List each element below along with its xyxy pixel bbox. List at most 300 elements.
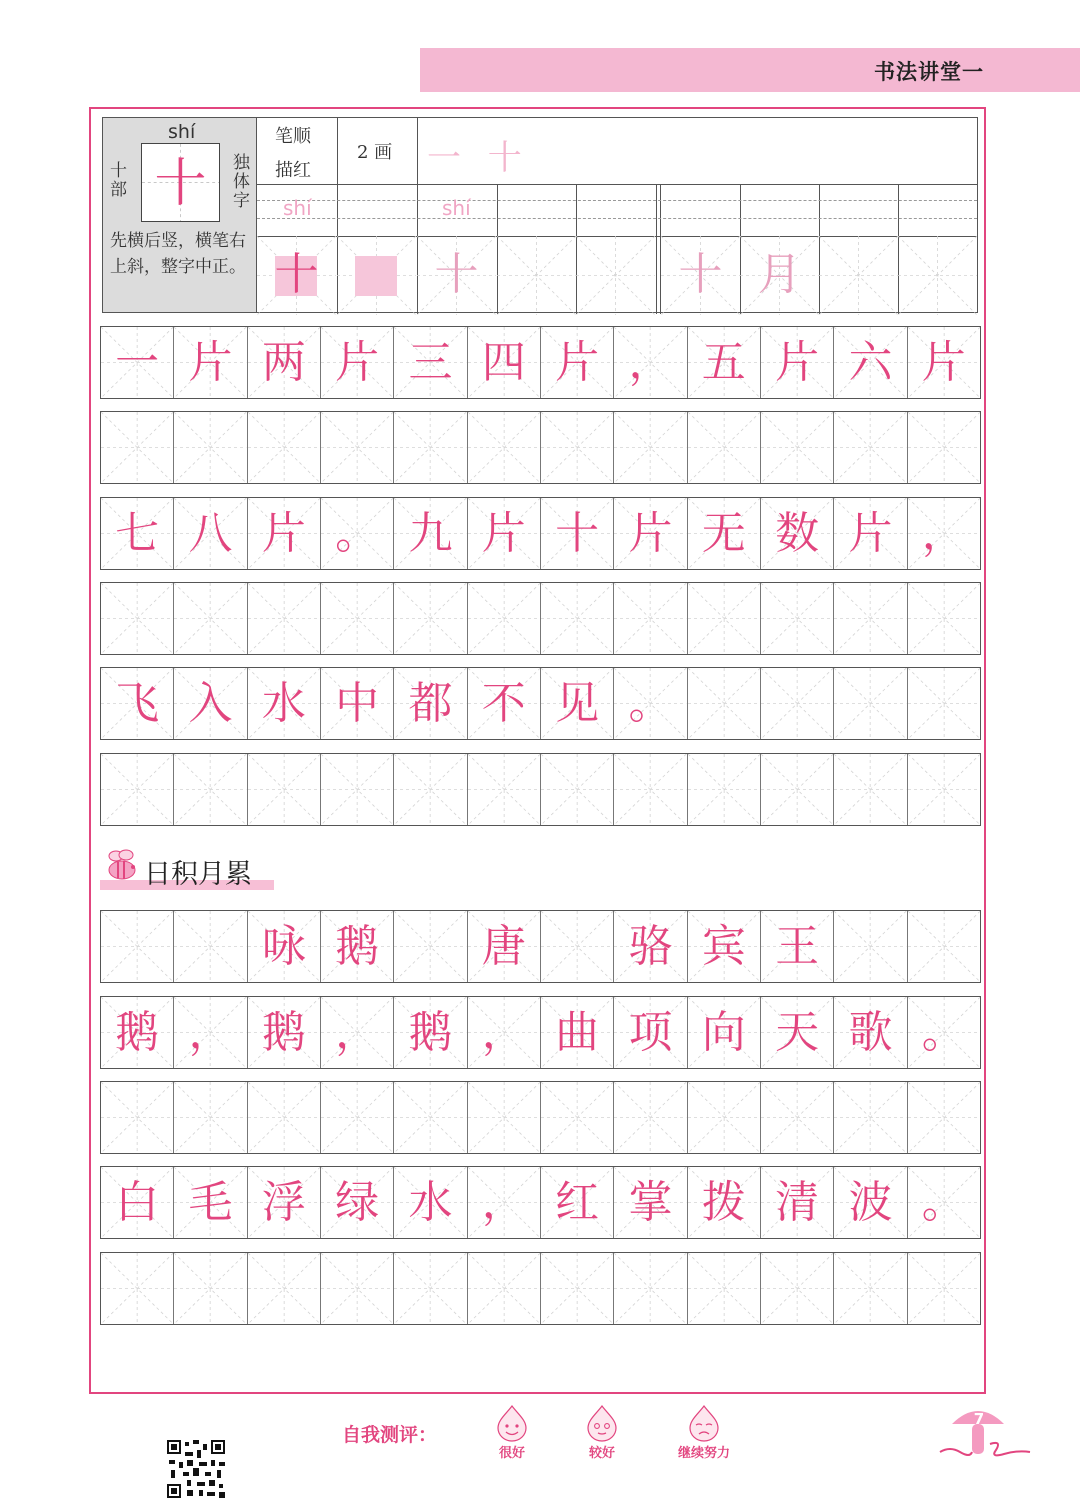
writing-cell[interactable] — [248, 997, 321, 1068]
writing-cell[interactable] — [541, 327, 614, 398]
cell-character — [174, 1253, 246, 1324]
cell-character: 项 — [628, 1007, 673, 1058]
practice-row — [100, 497, 981, 570]
cell-character — [834, 911, 906, 982]
cell-character — [101, 583, 173, 654]
cell-character — [541, 1253, 613, 1324]
cell-character: 。 — [921, 1007, 966, 1058]
writing-cell[interactable] — [541, 498, 614, 569]
practice-row — [100, 667, 981, 740]
writing-cell[interactable] — [908, 498, 980, 569]
qr-code-icon — [165, 1438, 227, 1500]
writing-cell[interactable] — [174, 754, 247, 825]
header-bar — [420, 48, 1080, 92]
cell-character — [394, 754, 466, 825]
cell-character: 天 — [775, 1007, 820, 1058]
cell-character — [394, 583, 466, 654]
cell-character: 都 — [408, 678, 453, 729]
writing-cell[interactable] — [174, 1082, 247, 1153]
cell-character: 绿 — [335, 1177, 380, 1228]
writing-cell[interactable] — [321, 997, 394, 1068]
writing-cell[interactable] — [614, 412, 687, 483]
cell-character: 片 — [775, 337, 820, 388]
writing-cell[interactable] — [174, 911, 247, 982]
rating-good[interactable] — [552, 1404, 652, 1461]
cell-character — [908, 412, 980, 483]
writing-cell[interactable] — [321, 583, 394, 654]
writing-cell[interactable] — [688, 1253, 761, 1324]
pinyin-trace-2: shí — [442, 196, 471, 220]
trace-cell[interactable] — [576, 236, 655, 314]
cell-character — [394, 1253, 466, 1324]
cell-character: 十 — [555, 508, 600, 559]
cell-character: 片 — [628, 508, 673, 559]
writing-cell[interactable] — [394, 1253, 467, 1324]
cell-character: ， — [481, 1177, 526, 1228]
writing-cell[interactable] — [101, 997, 174, 1068]
cell-character — [541, 412, 613, 483]
cell-character: 唐 — [481, 921, 526, 972]
writing-cell[interactable] — [834, 911, 907, 982]
writing-cell[interactable] — [761, 583, 834, 654]
writing-cell[interactable] — [101, 754, 174, 825]
writing-cell[interactable] — [834, 997, 907, 1068]
writing-cell[interactable] — [248, 1082, 321, 1153]
cell-character — [468, 1253, 540, 1324]
cell-character: ， — [335, 1007, 380, 1058]
writing-cell[interactable] — [834, 1253, 907, 1324]
cell-character — [321, 1082, 393, 1153]
cell-character — [248, 754, 320, 825]
writing-cell[interactable] — [761, 668, 834, 739]
writing-cell[interactable] — [541, 668, 614, 739]
writing-cell[interactable] — [541, 1253, 614, 1324]
trace-cell[interactable] — [740, 236, 819, 314]
cell-character: 鹅 — [115, 1007, 160, 1058]
writing-cell[interactable] — [834, 668, 907, 739]
writing-cell[interactable] — [761, 1167, 834, 1238]
writing-cell[interactable] — [394, 498, 467, 569]
cell-character — [688, 668, 760, 739]
cell-character: 片 — [481, 508, 526, 559]
cell-character: 水 — [261, 678, 306, 729]
writing-cell[interactable] — [174, 583, 247, 654]
cell-character — [174, 754, 246, 825]
cell-character — [468, 412, 540, 483]
cell-character: 骆 — [628, 921, 673, 972]
trace-cell[interactable] — [819, 236, 898, 314]
writing-cell[interactable] — [174, 412, 247, 483]
cell-character — [468, 754, 540, 825]
writing-cell[interactable] — [908, 327, 980, 398]
writing-cell[interactable] — [834, 327, 907, 398]
cell-character: 宾 — [701, 921, 746, 972]
cell-character: 鹅 — [335, 921, 380, 972]
writing-cell[interactable] — [468, 1082, 541, 1153]
writing-cell[interactable] — [394, 911, 467, 982]
writing-cell[interactable] — [614, 754, 687, 825]
stroke-order-sequence: 一 十 — [427, 138, 530, 178]
writing-cell[interactable] — [614, 498, 687, 569]
cell-character: 。 — [921, 1177, 966, 1228]
cell-character: 一 — [115, 337, 160, 388]
cell-character — [101, 754, 173, 825]
practice-row — [100, 1081, 981, 1154]
cell-character: 鹅 — [261, 1007, 306, 1058]
writing-cell[interactable] — [834, 754, 907, 825]
writing-cell[interactable] — [834, 1082, 907, 1153]
writing-cell[interactable] — [248, 498, 321, 569]
practice-row — [100, 753, 981, 826]
cell-character — [834, 1253, 906, 1324]
writing-cell[interactable] — [468, 583, 541, 654]
writing-cell[interactable] — [468, 668, 541, 739]
cell-character — [321, 583, 393, 654]
writing-cell[interactable] — [908, 1082, 980, 1153]
writing-cell[interactable] — [321, 668, 394, 739]
cell-character: 红 — [555, 1177, 600, 1228]
writing-cell[interactable] — [688, 412, 761, 483]
writing-cell[interactable] — [688, 1082, 761, 1153]
cell-character: ， — [921, 508, 966, 559]
writing-cell[interactable] — [688, 327, 761, 398]
writing-cell[interactable] — [101, 1167, 174, 1238]
practice-row — [100, 1252, 981, 1325]
writing-cell[interactable] — [908, 1167, 980, 1238]
writing-cell[interactable] — [688, 911, 761, 982]
writing-cell[interactable] — [468, 754, 541, 825]
cell-character — [541, 911, 613, 982]
cell-character: 九 — [408, 508, 453, 559]
writing-cell[interactable] — [321, 1082, 394, 1153]
writing-cell[interactable] — [761, 911, 834, 982]
trace-cell[interactable] — [337, 236, 416, 314]
writing-cell[interactable] — [761, 327, 834, 398]
section-heading — [100, 846, 274, 892]
cell-character: 清 — [775, 1177, 820, 1228]
cell-character — [614, 1253, 686, 1324]
cell-character: 中 — [335, 678, 380, 729]
writing-cell[interactable] — [321, 754, 394, 825]
writing-cell[interactable] — [614, 583, 687, 654]
writing-cell[interactable] — [321, 412, 394, 483]
writing-cell[interactable] — [174, 498, 247, 569]
cell-character: 毛 — [188, 1177, 233, 1228]
cell-character: 七 — [115, 508, 160, 559]
writing-cell[interactable] — [541, 1082, 614, 1153]
writing-cell[interactable] — [468, 498, 541, 569]
cell-character: 数 — [775, 508, 820, 559]
cell-character — [541, 754, 613, 825]
writing-cell[interactable] — [394, 668, 467, 739]
cell-character — [248, 583, 320, 654]
trace-cell[interactable] — [257, 236, 336, 314]
writing-cell[interactable] — [321, 498, 394, 569]
cell-character: 水 — [408, 1177, 453, 1228]
writing-cell[interactable] — [248, 1167, 321, 1238]
writing-cell[interactable] — [688, 754, 761, 825]
writing-cell[interactable] — [614, 911, 687, 982]
writing-cell[interactable] — [688, 583, 761, 654]
writing-cell[interactable] — [101, 412, 174, 483]
trace-character: 十 — [274, 249, 319, 300]
pinyin-trace-1: shí — [283, 196, 312, 220]
writing-cell[interactable] — [174, 668, 247, 739]
cell-character — [761, 412, 833, 483]
writing-cell[interactable] — [614, 1082, 687, 1153]
trace-character — [337, 236, 416, 314]
cell-character — [834, 1082, 906, 1153]
cell-character — [614, 412, 686, 483]
cell-character — [541, 583, 613, 654]
writing-cell[interactable] — [834, 583, 907, 654]
cell-character — [468, 1082, 540, 1153]
section-title-text: 日积月累 — [144, 859, 252, 890]
writing-cell[interactable] — [468, 1167, 541, 1238]
cell-character — [908, 754, 980, 825]
writing-cell[interactable] — [688, 1167, 761, 1238]
cell-character: 飞 — [115, 678, 160, 729]
writing-cell[interactable] — [908, 668, 980, 739]
cell-character — [101, 1253, 173, 1324]
cell-character — [688, 412, 760, 483]
writing-cell[interactable] — [174, 1167, 247, 1238]
writing-cell[interactable] — [468, 1253, 541, 1324]
writing-cell[interactable] — [908, 1253, 980, 1324]
cell-character: 白 — [115, 1177, 160, 1228]
cell-character — [614, 583, 686, 654]
trace-cell[interactable] — [661, 236, 740, 314]
writing-cell[interactable] — [541, 583, 614, 654]
trace-character — [497, 236, 576, 314]
writing-cell[interactable] — [248, 583, 321, 654]
cell-character: 波 — [848, 1177, 893, 1228]
cell-character — [908, 1082, 980, 1153]
rating-keep-trying[interactable] — [654, 1404, 754, 1461]
happy-face-icon — [492, 1404, 532, 1442]
writing-cell[interactable] — [321, 1167, 394, 1238]
writing-cell[interactable] — [908, 911, 980, 982]
cell-character — [688, 583, 760, 654]
writing-cell[interactable] — [394, 1167, 467, 1238]
cell-character — [541, 1082, 613, 1153]
writing-cell[interactable] — [614, 668, 687, 739]
writing-cell[interactable] — [908, 997, 980, 1068]
writing-cell[interactable] — [174, 327, 247, 398]
writing-cell[interactable] — [834, 1167, 907, 1238]
cell-character — [248, 1082, 320, 1153]
writing-cell[interactable] — [761, 754, 834, 825]
cell-character — [394, 911, 466, 982]
writing-cell[interactable] — [394, 583, 467, 654]
sad-face-icon — [684, 1404, 724, 1442]
cell-character: 无 — [701, 508, 746, 559]
cell-character: 浮 — [261, 1177, 306, 1228]
rating-label: 继续努力 — [677, 1446, 730, 1461]
writing-cell[interactable] — [614, 327, 687, 398]
cell-character — [761, 1082, 833, 1153]
cell-character — [321, 754, 393, 825]
practice-row — [100, 1166, 981, 1239]
writing-cell[interactable] — [394, 412, 467, 483]
writing-cell[interactable] — [394, 754, 467, 825]
writing-cell[interactable] — [688, 997, 761, 1068]
cell-character — [908, 911, 980, 982]
writing-cell[interactable] — [908, 583, 980, 654]
writing-cell[interactable] — [174, 1253, 247, 1324]
writing-cell[interactable] — [614, 1167, 687, 1238]
cell-character — [761, 754, 833, 825]
cell-character — [394, 412, 466, 483]
trace-cell[interactable] — [417, 236, 496, 314]
writing-cell[interactable] — [101, 1082, 174, 1153]
cell-character — [834, 412, 906, 483]
writing-cell[interactable] — [541, 754, 614, 825]
cell-character — [908, 1253, 980, 1324]
writing-cell[interactable] — [394, 997, 467, 1068]
trace-cell[interactable] — [898, 236, 977, 314]
cell-character — [688, 1082, 760, 1153]
character-pinyin: shí — [168, 121, 196, 143]
trace-character: 十 — [434, 249, 479, 300]
writing-tip: 先横后竖，横笔右上斜，整字中正。 — [110, 231, 246, 277]
cell-character — [321, 1253, 393, 1324]
cell-character — [688, 754, 760, 825]
cell-character — [761, 583, 833, 654]
rating-label: 很好 — [498, 1446, 525, 1461]
writing-cell[interactable] — [761, 412, 834, 483]
writing-cell[interactable] — [761, 498, 834, 569]
cell-character: ， — [188, 1007, 233, 1058]
writing-cell[interactable] — [688, 498, 761, 569]
writing-cell[interactable] — [321, 911, 394, 982]
writing-cell[interactable] — [541, 412, 614, 483]
writing-cell[interactable] — [761, 997, 834, 1068]
cell-character: 掌 — [628, 1177, 673, 1228]
writing-cell[interactable] — [468, 911, 541, 982]
cell-character: ， — [628, 337, 673, 388]
writing-cell[interactable] — [468, 412, 541, 483]
writing-cell[interactable] — [101, 911, 174, 982]
writing-cell[interactable] — [101, 1253, 174, 1324]
cell-character — [614, 1082, 686, 1153]
practice-row — [100, 582, 981, 655]
writing-cell[interactable] — [248, 911, 321, 982]
cell-character — [248, 412, 320, 483]
trace-character — [819, 236, 898, 314]
cell-character — [761, 668, 833, 739]
stroke-order-label: 笔顺 — [275, 126, 311, 147]
practice-row — [100, 411, 981, 484]
writing-cell[interactable] — [688, 668, 761, 739]
cell-character: 王 — [775, 921, 820, 972]
trace-character — [576, 236, 655, 314]
cell-character: 鹅 — [408, 1007, 453, 1058]
cell-character — [834, 668, 906, 739]
trace-character: 十 — [678, 249, 723, 300]
writing-cell[interactable] — [468, 327, 541, 398]
character-card — [102, 117, 257, 313]
rating-label: 较好 — [588, 1446, 615, 1461]
writing-cell[interactable] — [321, 1253, 394, 1324]
practice-row — [100, 996, 981, 1069]
cell-character — [174, 911, 246, 982]
cell-character: 不 — [481, 678, 526, 729]
cell-character: 入 — [188, 678, 233, 729]
cell-character: 歌 — [848, 1007, 893, 1058]
cell-character — [101, 1082, 173, 1153]
writing-cell[interactable] — [321, 327, 394, 398]
writing-cell[interactable] — [761, 1253, 834, 1324]
cell-character — [101, 911, 173, 982]
stroke-practice-block — [257, 117, 978, 313]
cell-character — [321, 412, 393, 483]
writing-cell[interactable] — [614, 997, 687, 1068]
cell-character — [174, 412, 246, 483]
writing-cell[interactable] — [101, 668, 174, 739]
writing-cell[interactable] — [394, 327, 467, 398]
practice-row — [100, 326, 981, 399]
cell-character: 片 — [848, 508, 893, 559]
cell-character — [248, 1253, 320, 1324]
writing-cell[interactable] — [174, 997, 247, 1068]
main-character-box — [141, 143, 220, 222]
cell-character: 片 — [335, 337, 380, 388]
cell-character: 片 — [555, 337, 600, 388]
writing-cell[interactable] — [101, 583, 174, 654]
self-evaluation-label: 自我测评： — [342, 1424, 438, 1446]
structure-label: 独体字 — [233, 153, 250, 211]
trace-cell[interactable] — [497, 236, 576, 314]
writing-cell[interactable] — [248, 327, 321, 398]
cell-character: 四 — [481, 337, 526, 388]
writing-cell[interactable] — [468, 997, 541, 1068]
cell-character: 八 — [188, 508, 233, 559]
stroke-count: 2 画 — [357, 142, 393, 163]
writing-cell[interactable] — [101, 498, 174, 569]
writing-cell[interactable] — [541, 997, 614, 1068]
rating-very-good[interactable] — [462, 1404, 562, 1461]
trace-character — [898, 236, 977, 314]
writing-cell[interactable] — [101, 327, 174, 398]
writing-cell[interactable] — [541, 911, 614, 982]
writing-cell[interactable] — [834, 498, 907, 569]
cell-character — [688, 1253, 760, 1324]
writing-cell[interactable] — [908, 754, 980, 825]
cell-character: 曲 — [555, 1007, 600, 1058]
writing-cell[interactable] — [908, 412, 980, 483]
cell-character: 六 — [848, 337, 893, 388]
writing-cell[interactable] — [614, 1253, 687, 1324]
writing-cell[interactable] — [761, 1082, 834, 1153]
writing-cell[interactable] — [248, 668, 321, 739]
writing-cell[interactable] — [248, 1253, 321, 1324]
writing-cell[interactable] — [834, 412, 907, 483]
writing-cell[interactable] — [248, 412, 321, 483]
cell-character — [174, 583, 246, 654]
writing-cell[interactable] — [394, 1082, 467, 1153]
bee-icon — [100, 846, 144, 886]
cell-character — [834, 754, 906, 825]
cell-character: 。 — [628, 678, 673, 729]
writing-cell[interactable] — [541, 1167, 614, 1238]
writing-cell[interactable] — [248, 754, 321, 825]
cell-character: 拨 — [701, 1177, 746, 1228]
trace-label: 描红 — [275, 160, 311, 181]
cell-character — [908, 583, 980, 654]
cell-character: 片 — [921, 337, 966, 388]
smile-face-icon — [582, 1404, 622, 1442]
